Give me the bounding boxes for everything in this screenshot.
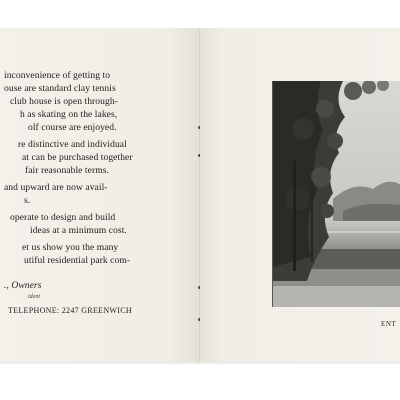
- body-text-line: at can be purchased together: [22, 152, 133, 163]
- brochure-spread: [0, 28, 400, 362]
- left-page: [0, 28, 200, 362]
- body-text-line: olf course are enjoyed.: [28, 122, 117, 133]
- right-page: [200, 28, 400, 362]
- telephone-line: TELEPHONE: 2247 GREENWICH: [8, 306, 132, 315]
- body-text-line: operate to design and build: [10, 212, 116, 223]
- body-text-line: inconvenience of getting to: [4, 70, 111, 81]
- body-text-line: club house is open through-: [10, 96, 118, 107]
- body-text-line: re distinctive and individual: [18, 139, 127, 150]
- body-text-line: et us show you the many: [22, 242, 119, 253]
- body-text-line: h as skating on the lakes,: [20, 109, 118, 120]
- owners-line: ., Owners: [4, 280, 42, 291]
- landscape-photo: [272, 81, 400, 307]
- body-text-line: ouse are standard clay tennis: [4, 83, 116, 94]
- body-text-line: and upward are now avail-: [4, 182, 108, 193]
- photo-scene: [273, 81, 400, 307]
- body-text-line: s.: [24, 195, 31, 206]
- photo-caption: ENT: [381, 320, 397, 328]
- body-text-line: ideas at a minimum cost.: [30, 225, 127, 236]
- body-text-line: utiful residential park com-: [24, 255, 131, 266]
- body-text-line: fair reasonable terms.: [25, 165, 109, 176]
- owners-subtitle: ident: [28, 294, 40, 300]
